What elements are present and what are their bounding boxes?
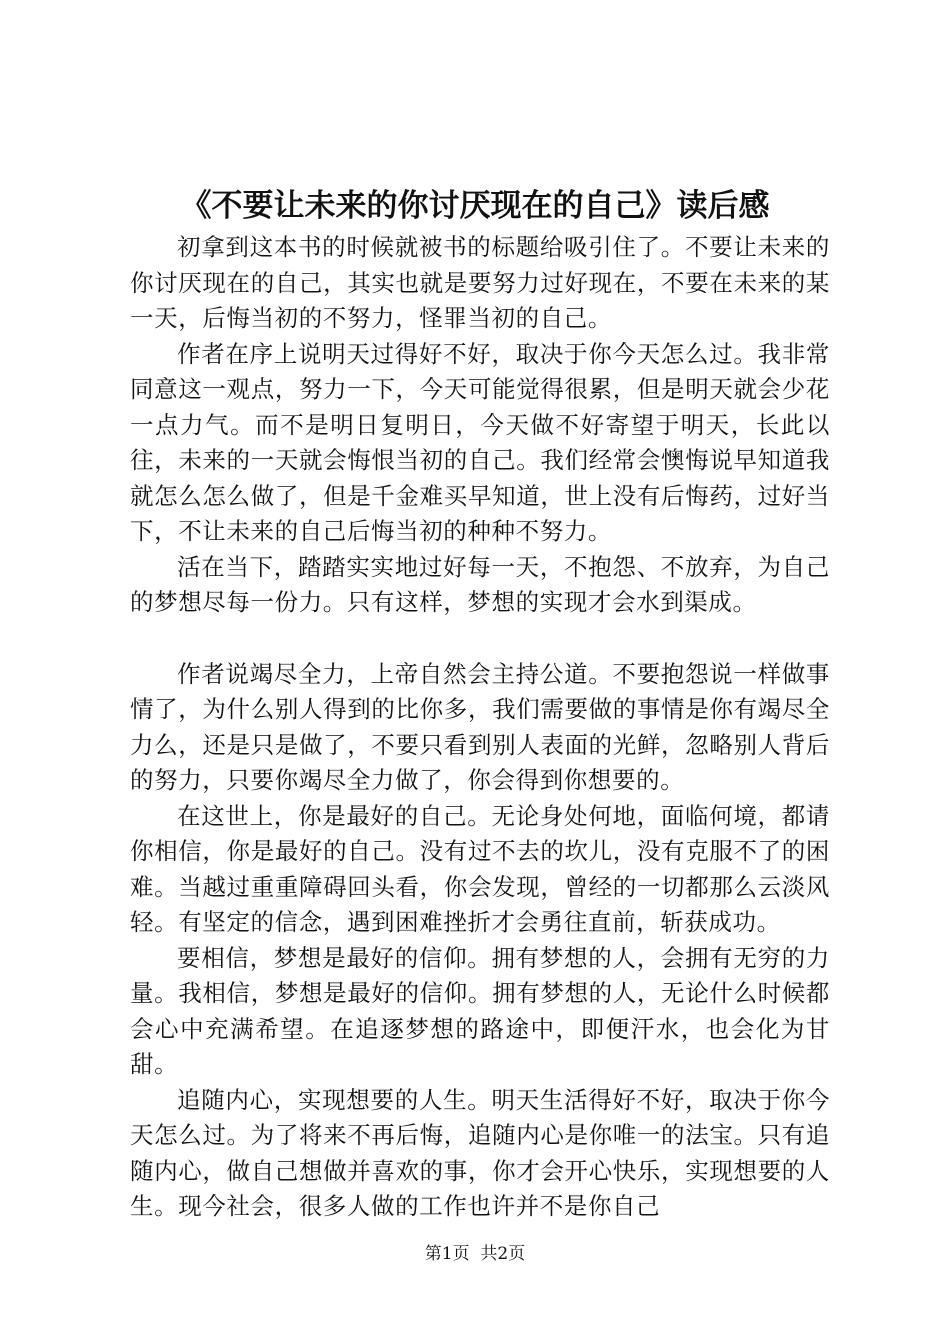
- paragraph-6: 要相信，梦想是最好的信仰。拥有梦想的人，会拥有无穷的力量。我相信，梦想是最好的信仰。拥有梦想的人，无论什么时候都会心中充满希望。在追逐梦想的路途中，即便汗水，也会化为甘甜。: [130, 943, 830, 1078]
- paragraph-4: 作者说竭尽全力，上帝自然会主持公道。不要抱怨说一样做事情了，为什么别人得到的比你多，我们需要做的事情是你有竭尽全力么，还是只是做了，不要只看到别人表面的光鲜，忽略别人背后的努力，只要你竭尽全力做了，你会得到你想要的。: [130, 659, 830, 794]
- paragraph-3: 活在当下，踏踏实实地过好每一天，不抱怨、不放弃，为自己的梦想尽每一份力。只有这样，梦想的实现才会水到渠成。: [130, 552, 830, 616]
- document-title: 《不要让未来的你讨厌现在的自己》读后感: [180, 188, 770, 224]
- paragraph-5: 在这世上，你是最好的自己。无论身处何地，面临何境，都请你相信，你是最好的自己。没有过不去的坎儿，没有克服不了的困难。当越过重重障碍回头看，你会发现，曾经的一切都那么云淡风轻。有坚定的信念，遇到困难挫折才会勇往直前，斩获成功。: [130, 801, 830, 936]
- document-body: [130, 230, 830, 1225]
- paragraph-2: 作者在序上说明天过得好不好，取决于你今天怎么过。我非常同意这一观点，努力一下，今天可能觉得很累，但是明天就会少花一点力气。而不是明日复明日，今天做不好寄望于明天，长此以往，未来的一天就会悔恨当初的自己。我们经常会懊悔说早知道我就怎么怎么做了，但是千金难买早知道，世上没有后悔药，过好当下，不让未来的自己后悔当初的种种不努力。: [130, 339, 830, 545]
- paragraph-1: 初拿到这本书的时候就被书的标题给吸引住了。不要让未来的你讨厌现在的自己，其实也就是要努力过好现在，不要在未来的某一天，后悔当初的不努力，怪罪当初的自己。: [130, 233, 830, 332]
- paragraph-7: 追随内心，实现想要的人生。明天生活得好不好，取决于你今天怎么过。为了将来不再后悔，追随内心是你唯一的法宝。只有追随内心，做自己想做并喜欢的事，你才会开心快乐，实现想要的人生。现今社会，很多人做的工作也许并不是你自己: [130, 1085, 830, 1220]
- page-footer: 第1页 共2页: [424, 1244, 526, 1264]
